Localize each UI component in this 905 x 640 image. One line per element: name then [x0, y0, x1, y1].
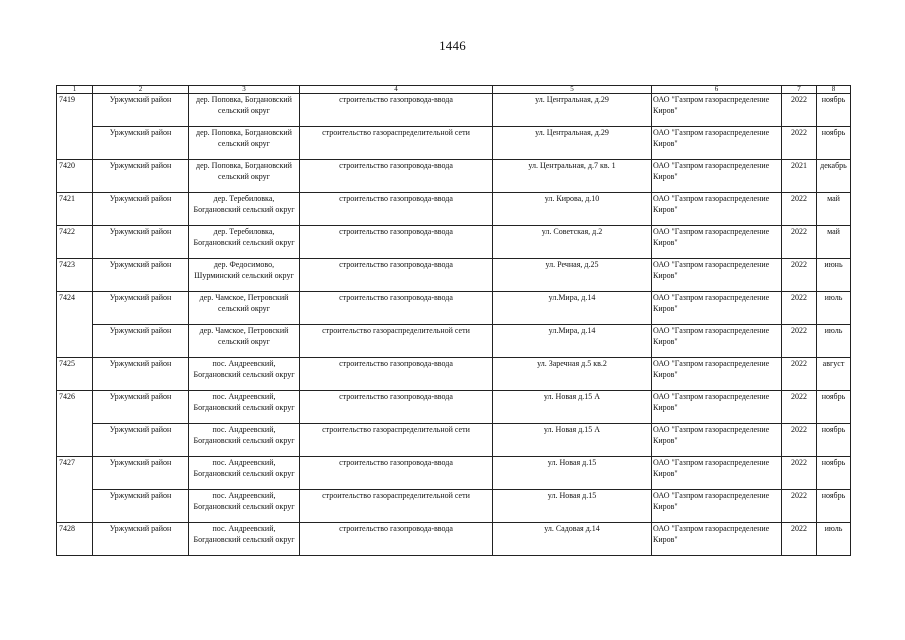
organization-cell: ОАО "Газпром газораспределение Киров" — [652, 490, 782, 523]
table-row — [57, 94, 851, 127]
district-cell: Уржумский район — [93, 490, 189, 523]
year-cell: 2022 — [782, 259, 817, 292]
organization-cell: ОАО "Газпром газораспределение Киров" — [652, 193, 782, 226]
year-cell: 2022 — [782, 457, 817, 490]
settlement-cell: пос. Андреевский, Богдановский сельский округ — [189, 391, 300, 424]
year-cell: 2022 — [782, 193, 817, 226]
table-row — [57, 325, 851, 358]
row-number: 7424 — [57, 292, 93, 325]
table-row — [57, 457, 851, 490]
table-row — [57, 358, 851, 391]
table-body — [57, 94, 851, 556]
settlement-cell: дер. Поповка, Богдановский сельский округ — [189, 127, 300, 160]
work-type-cell: строительство газопровода-ввода — [300, 391, 493, 424]
organization-cell: ОАО "Газпром газораспределение Киров" — [652, 358, 782, 391]
row-number: 7427 — [57, 457, 93, 490]
settlement-cell: дер. Теребиловка, Богдановский сельский округ — [189, 226, 300, 259]
row-number: 7421 — [57, 193, 93, 226]
year-cell: 2022 — [782, 391, 817, 424]
year-cell: 2022 — [782, 424, 817, 457]
column-header: 7 — [782, 86, 817, 94]
month-cell: июль — [817, 325, 851, 358]
month-cell: ноябрь — [817, 490, 851, 523]
settlement-cell: пос. Андреевский, Богдановский сельский округ — [189, 523, 300, 556]
month-cell: ноябрь — [817, 127, 851, 160]
district-cell: Уржумский район — [93, 259, 189, 292]
organization-cell: ОАО "Газпром газораспределение Киров" — [652, 226, 782, 259]
table-row — [57, 523, 851, 556]
district-cell: Уржумский район — [93, 358, 189, 391]
organization-cell: ОАО "Газпром газораспределение Киров" — [652, 325, 782, 358]
address-cell: ул. Советская, д.2 — [493, 226, 652, 259]
work-type-cell: строительство газопровода-ввода — [300, 94, 493, 127]
organization-cell: ОАО "Газпром газораспределение Киров" — [652, 457, 782, 490]
address-cell: ул. Центральная, д.7 кв. 1 — [493, 160, 652, 193]
column-header: 2 — [93, 86, 189, 94]
row-number — [57, 490, 93, 523]
work-type-cell: строительство газопровода-ввода — [300, 358, 493, 391]
district-cell: Уржумский район — [93, 325, 189, 358]
year-cell: 2022 — [782, 226, 817, 259]
settlement-cell: дер. Чамское, Петровский сельский округ — [189, 325, 300, 358]
organization-cell: ОАО "Газпром газораспределение Киров" — [652, 127, 782, 160]
year-cell: 2022 — [782, 94, 817, 127]
work-type-cell: строительство газопровода-ввода — [300, 457, 493, 490]
year-cell: 2022 — [782, 490, 817, 523]
district-cell: Уржумский район — [93, 226, 189, 259]
row-number: 7423 — [57, 259, 93, 292]
year-cell: 2022 — [782, 292, 817, 325]
month-cell: май — [817, 226, 851, 259]
settlement-cell: дер. Поповка, Богдановский сельский округ — [189, 160, 300, 193]
year-cell: 2022 — [782, 358, 817, 391]
district-cell: Уржумский район — [93, 424, 189, 457]
address-cell: ул. Центральная, д.29 — [493, 127, 652, 160]
address-cell: ул. Кирова, д.10 — [493, 193, 652, 226]
organization-cell: ОАО "Газпром газораспределение Киров" — [652, 391, 782, 424]
address-cell: ул. Заречная д.5 кв.2 — [493, 358, 652, 391]
district-cell: Уржумский район — [93, 523, 189, 556]
gas-works-table — [56, 85, 851, 556]
row-number: 7420 — [57, 160, 93, 193]
work-type-cell: строительство газораспределительной сети — [300, 127, 493, 160]
address-cell: ул. Новая д.15 А — [493, 391, 652, 424]
settlement-cell: пос. Андреевский, Богдановский сельский округ — [189, 490, 300, 523]
month-cell: ноябрь — [817, 457, 851, 490]
month-cell: май — [817, 193, 851, 226]
year-cell: 2022 — [782, 523, 817, 556]
row-number — [57, 424, 93, 457]
table-row — [57, 259, 851, 292]
settlement-cell: дер. Федосимово, Шурминский сельский округ — [189, 259, 300, 292]
month-cell: ноябрь — [817, 391, 851, 424]
month-cell: июнь — [817, 259, 851, 292]
row-number: 7419 — [57, 94, 93, 127]
district-cell: Уржумский район — [93, 160, 189, 193]
row-number: 7425 — [57, 358, 93, 391]
table-row — [57, 226, 851, 259]
address-cell: ул. Новая д.15 — [493, 457, 652, 490]
district-cell: Уржумский район — [93, 94, 189, 127]
row-number: 7428 — [57, 523, 93, 556]
column-header: 4 — [300, 86, 493, 94]
organization-cell: ОАО "Газпром газораспределение Киров" — [652, 160, 782, 193]
settlement-cell: пос. Андреевский, Богдановский сельский округ — [189, 457, 300, 490]
column-header: 8 — [817, 86, 851, 94]
address-cell: ул. Садовая д.14 — [493, 523, 652, 556]
organization-cell: ОАО "Газпром газораспределение Киров" — [652, 292, 782, 325]
work-type-cell: строительство газораспределительной сети — [300, 325, 493, 358]
table-row — [57, 391, 851, 424]
work-type-cell: строительство газораспределительной сети — [300, 424, 493, 457]
address-cell: ул.Мира, д.14 — [493, 292, 652, 325]
row-number: 7422 — [57, 226, 93, 259]
work-type-cell: строительство газопровода-ввода — [300, 523, 493, 556]
year-cell: 2022 — [782, 325, 817, 358]
organization-cell: ОАО "Газпром газораспределение Киров" — [652, 424, 782, 457]
column-header: 1 — [57, 86, 93, 94]
work-type-cell: строительство газопровода-ввода — [300, 193, 493, 226]
settlement-cell: пос. Андреевский, Богдановский сельский округ — [189, 424, 300, 457]
header-row — [57, 86, 851, 94]
month-cell: июль — [817, 523, 851, 556]
district-cell: Уржумский район — [93, 127, 189, 160]
settlement-cell: пос. Андреевский, Богдановский сельский округ — [189, 358, 300, 391]
table-row — [57, 160, 851, 193]
table-row — [57, 127, 851, 160]
work-type-cell: строительство газопровода-ввода — [300, 259, 493, 292]
settlement-cell: дер. Чамское, Петровский сельский округ — [189, 292, 300, 325]
row-number — [57, 325, 93, 358]
address-cell: ул. Новая д.15 А — [493, 424, 652, 457]
address-cell: ул. Речная, д.25 — [493, 259, 652, 292]
row-number — [57, 127, 93, 160]
month-cell: ноябрь — [817, 94, 851, 127]
district-cell: Уржумский район — [93, 292, 189, 325]
column-header: 6 — [652, 86, 782, 94]
year-cell: 2022 — [782, 127, 817, 160]
row-number: 7426 — [57, 391, 93, 424]
address-cell: ул. Центральная, д.29 — [493, 94, 652, 127]
work-type-cell: строительство газопровода-ввода — [300, 292, 493, 325]
organization-cell: ОАО "Газпром газораспределение Киров" — [652, 94, 782, 127]
month-cell: август — [817, 358, 851, 391]
work-type-cell: строительство газораспределительной сети — [300, 490, 493, 523]
settlement-cell: дер. Теребиловка, Богдановский сельский округ — [189, 193, 300, 226]
table-row — [57, 490, 851, 523]
month-cell: июль — [817, 292, 851, 325]
month-cell: ноябрь — [817, 424, 851, 457]
address-cell: ул.Мира, д.14 — [493, 325, 652, 358]
address-cell: ул. Новая д.15 — [493, 490, 652, 523]
settlement-cell: дер. Поповка, Богдановский сельский округ — [189, 94, 300, 127]
organization-cell: ОАО "Газпром газораспределение Киров" — [652, 259, 782, 292]
column-header: 3 — [189, 86, 300, 94]
month-cell: декабрь — [817, 160, 851, 193]
work-type-cell: строительство газопровода-ввода — [300, 160, 493, 193]
table-row — [57, 292, 851, 325]
work-type-cell: строительство газопровода-ввода — [300, 226, 493, 259]
district-cell: Уржумский район — [93, 457, 189, 490]
table-row — [57, 424, 851, 457]
column-header: 5 — [493, 86, 652, 94]
district-cell: Уржумский район — [93, 193, 189, 226]
table-row — [57, 193, 851, 226]
district-cell: Уржумский район — [93, 391, 189, 424]
organization-cell: ОАО "Газпром газораспределение Киров" — [652, 523, 782, 556]
page-number: 1446 — [439, 38, 466, 53]
year-cell: 2021 — [782, 160, 817, 193]
